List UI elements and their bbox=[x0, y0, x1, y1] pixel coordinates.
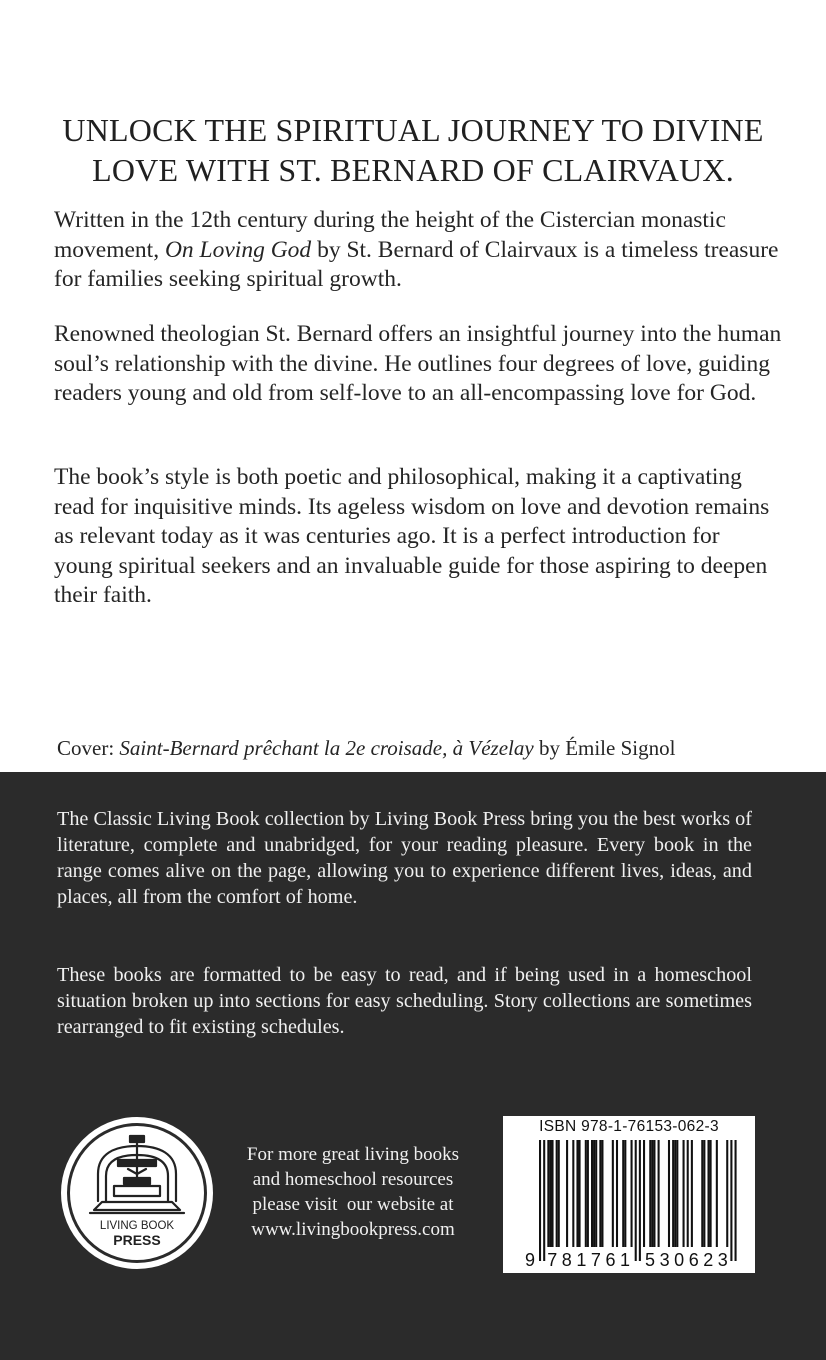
publisher-blurb-1: The Classic Living Book collection by Living Book Press bring you the best works of literature, complete and unabridged, for your reading pleasure. Every book in the range comes alive on the page, allowing you to experience different lives, ideas, and places, all from the comfort of home. bbox=[57, 808, 752, 908]
publisher-logo bbox=[58, 1114, 216, 1272]
barcode-bar bbox=[674, 1140, 676, 1247]
barcode-bar bbox=[576, 1140, 578, 1247]
publisher-blurb-2: These books are formatted to be easy to read, and if being used in a homeschool situation broken up into sections for easy scheduling. Story collections are sometimes rearranged to fit existing schedules. bbox=[57, 964, 752, 1038]
barcode-bar bbox=[572, 1140, 574, 1247]
barcode-digit: 3 bbox=[717, 1250, 728, 1270]
credit-prefix: Cover: bbox=[57, 736, 120, 760]
publisher-panel bbox=[0, 772, 826, 1360]
barcode-bar bbox=[639, 1140, 641, 1261]
barcode-bar bbox=[549, 1140, 551, 1247]
barcode-bar bbox=[701, 1140, 703, 1247]
barcode-bar bbox=[730, 1140, 732, 1261]
barcode-bar bbox=[651, 1140, 653, 1247]
barcode-digit: 5 bbox=[645, 1250, 656, 1270]
barcode-bar bbox=[595, 1140, 597, 1247]
barcode-bar bbox=[543, 1140, 545, 1261]
barcode-digit: 9 bbox=[525, 1250, 536, 1270]
barcode-bar bbox=[558, 1140, 560, 1247]
barcode-digits bbox=[503, 1250, 755, 1272]
barcode-bar bbox=[591, 1140, 593, 1247]
barcode-bar bbox=[566, 1140, 568, 1247]
barcode-digit: 2 bbox=[703, 1250, 714, 1270]
barcode-bar bbox=[726, 1140, 728, 1247]
barcode-bar bbox=[676, 1140, 678, 1247]
description-paragraph-1 bbox=[54, 206, 784, 295]
logo-line-2: PRESS bbox=[113, 1232, 161, 1248]
barcode-digit: 7 bbox=[590, 1250, 601, 1270]
barcode-bar bbox=[631, 1140, 633, 1247]
barcode-digit: 0 bbox=[674, 1250, 685, 1270]
promo-line-1: For more great living books bbox=[246, 1144, 460, 1165]
barcode-digit: 1 bbox=[576, 1250, 587, 1270]
barcode-bar bbox=[622, 1140, 624, 1247]
barcode-bar bbox=[687, 1140, 689, 1247]
barcode-bar bbox=[691, 1140, 693, 1247]
barcode-bar bbox=[585, 1140, 587, 1247]
logo-line-1: LIVING BOOK bbox=[99, 1220, 175, 1232]
description-paragraph-2: Renowned theologian St. Bernard offers an insightful journey into the human soul’s relationship with the divine. He outlines four degrees of love, guiding readers young and old from self-love to an all-encompassing love for God. bbox=[54, 321, 782, 406]
description-paragraph-3: The book’s style is both poetic and philosophical, making it a captivating read for inquisitive minds. Its ageless wisdom on love and devotion remains as relevant today as it was centuries ago. It is a perfect introduction for young spiritual seekers and an invaluable guide for those aspiring to deepen their faith. bbox=[54, 464, 770, 608]
barcode-bar bbox=[579, 1140, 581, 1247]
barcode-bar bbox=[539, 1140, 541, 1261]
barcode-bar bbox=[599, 1140, 601, 1247]
barcode-bar bbox=[612, 1140, 614, 1247]
barcode-bar bbox=[547, 1140, 549, 1247]
barcode-digit: 1 bbox=[620, 1250, 631, 1270]
barcode-bar bbox=[707, 1140, 709, 1247]
barcode-bar bbox=[635, 1140, 637, 1261]
barcode-bar bbox=[672, 1140, 674, 1247]
painting-title: Saint-Bernard prêchant la 2e croisade, à Vézelay bbox=[119, 736, 534, 760]
credit-suffix: by Émile Signol bbox=[533, 736, 676, 760]
barcode-bar bbox=[649, 1140, 651, 1247]
headline: UNLOCK THE SPIRITUAL JOURNEY TO DIVINE LOVE WITH ST. BERNARD OF CLAIRVAUX. bbox=[62, 112, 764, 188]
barcode-bar bbox=[683, 1140, 685, 1247]
cover-credit bbox=[57, 734, 797, 762]
barcode-bar bbox=[556, 1140, 558, 1247]
description-text: by St. Bernard of Clairvaux is a timeless treasure for families seeking spiritual growth. bbox=[54, 236, 779, 292]
barcode-digit: 6 bbox=[605, 1250, 616, 1270]
barcode-bar bbox=[668, 1140, 670, 1247]
promo-line-3: please visit our website at bbox=[252, 1194, 454, 1215]
barcode-digit: 6 bbox=[688, 1250, 699, 1270]
barcode-bar bbox=[710, 1140, 712, 1247]
website-url: www.livingbookpress.com bbox=[251, 1219, 455, 1240]
barcode-digit: 7 bbox=[547, 1250, 558, 1270]
barcode-bar bbox=[593, 1140, 595, 1247]
barcode-bar bbox=[601, 1140, 603, 1247]
barcode-bar bbox=[703, 1140, 705, 1247]
book-title: On Loving God bbox=[164, 236, 312, 263]
barcode-bar bbox=[658, 1140, 660, 1247]
promo-line-2: and homeschool resources bbox=[252, 1169, 454, 1190]
barcode-bar bbox=[653, 1140, 655, 1247]
isbn-barcode bbox=[503, 1116, 755, 1273]
barcode-bar bbox=[587, 1140, 589, 1247]
barcode-digit: 8 bbox=[561, 1250, 572, 1270]
barcode-bar bbox=[616, 1140, 618, 1247]
barcode-bar bbox=[735, 1140, 737, 1261]
barcode-bar bbox=[551, 1140, 553, 1247]
barcode-bar bbox=[624, 1140, 626, 1247]
barcode-bar bbox=[716, 1140, 718, 1247]
barcode-digit: 3 bbox=[659, 1250, 670, 1270]
website-promo bbox=[228, 1142, 478, 1242]
isbn-label: ISBN 978-1-76153-062-3 bbox=[539, 1118, 719, 1135]
barcode-bar bbox=[643, 1140, 645, 1247]
description-text: Written in the 12th century during the height of the Cistercian monastic movement, bbox=[54, 207, 726, 263]
